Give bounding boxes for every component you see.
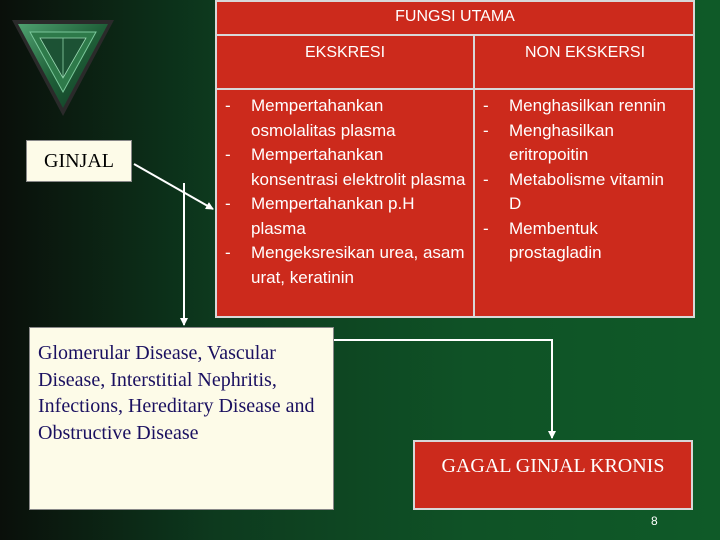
list-item: - Metabolisme vitamin D — [483, 169, 664, 213]
list-item: - Mengeksresikan urea, asam urat, keratinin — [225, 243, 465, 287]
list-item: - Menghasilkan rennin — [483, 96, 666, 115]
list-item: - Membentuk prostagladin — [483, 218, 602, 262]
non-ekskresi-list — [475, 94, 675, 266]
disease-causes-box: Glomerular Disease, Vascular Disease, Interstitial Nephritis, Infections, Hereditary Disease and Obstructive Disease — [29, 327, 334, 510]
column-header-ekskresi: EKSKRESI — [304, 44, 386, 61]
main-functions-table — [215, 0, 695, 318]
list-item: - Mempertahankan konsentrasi elektrolit plasma — [225, 145, 466, 189]
list-item: - Mempertahankan p.H plasma — [225, 194, 415, 238]
triangle-logo-icon — [8, 12, 118, 122]
header-divider — [217, 88, 693, 90]
list-item: - Menghasilkan eritropoitin — [483, 120, 614, 164]
list-item: - Mempertahankan osmolalitas plasma — [225, 96, 396, 140]
ekskresi-list — [217, 94, 471, 290]
organ-label-box: GINJAL — [26, 140, 132, 182]
title-divider — [217, 34, 693, 36]
table-title: FUNGSI UTAMA — [395, 8, 515, 25]
page-number: 8 — [651, 514, 658, 528]
column-header-non-ekskresi: NON EKSKERSI — [524, 44, 646, 61]
outcome-box: GAGAL GINJAL KRONIS — [413, 440, 693, 510]
arrow-ginjal-to-table — [134, 164, 213, 209]
